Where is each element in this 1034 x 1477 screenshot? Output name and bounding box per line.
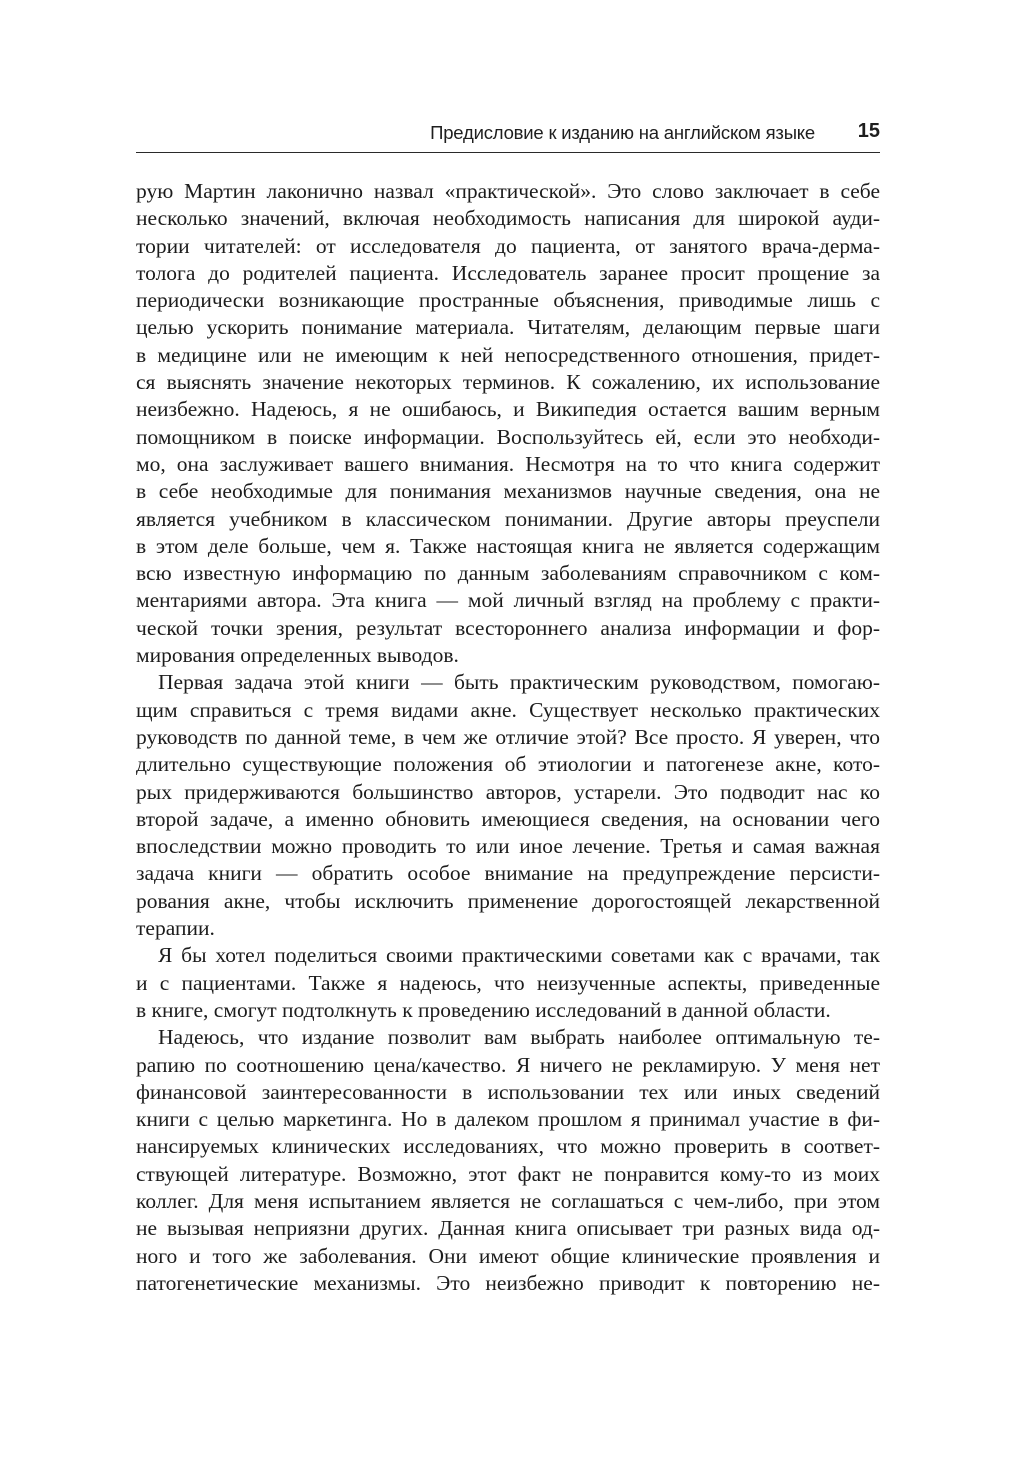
text-line: Я бы хотел поделиться своими практическими советами как с врачами, так (158, 943, 880, 968)
text-line: мирования определенных выводов. (136, 643, 459, 668)
text-line: рых придерживаются большинство авторов, устарели. Это подводит нас ко (136, 779, 880, 804)
text-line: является учебником в классическом понимании. Другие авторы преуспели (136, 506, 880, 531)
text-line: финансовой заинтересованности в использовании тех или иных сведений (136, 1079, 880, 1104)
text-line: терапии. (136, 916, 215, 941)
text-line: Надеюсь, что издание позволит вам выбрать наиболее оптимальную те- (158, 1025, 880, 1050)
text-line: длительно существующие положения об этиологии и патогенезе акне, кото- (136, 752, 880, 777)
text-line: рапию по соотношению цена/качество. Я ничего не рекламирую. У меня нет (136, 1052, 880, 1077)
text-line: щим справиться с тремя видами акне. Существует несколько практических (136, 697, 880, 722)
header-rule (136, 152, 880, 153)
text-line: ного и того же заболевания. Они имеют общие клинические проявления и (136, 1243, 880, 1268)
running-title: Предисловие к изданию на английском языке (430, 122, 815, 143)
text-line: тории читателей: от исследователя до пациента, от занятого врача-дерма- (136, 233, 880, 258)
text-line: целью ускорить понимание материала. Читателям, делающим первые шаги (136, 315, 880, 340)
paragraph (136, 178, 880, 669)
text-line: рую Мартин лаконично назвал «практической». Это слово заключает в себе (136, 179, 880, 203)
text-line: в этом деле больше, чем я. Также настоящая книга не является содержащим (136, 533, 880, 558)
text-line: ментариями автора. Эта книга — мой личный взгляд на проблему с практи- (136, 588, 880, 613)
body-text (136, 178, 880, 1297)
text-line: ствующей литературе. Возможно, этот факт не понравится кому-то из моих (136, 1161, 880, 1186)
paragraph (136, 1024, 880, 1297)
text-line: всю известную информацию по данным заболеваниям справочником с ком- (136, 561, 880, 586)
text-line: ческой точки зрения, результат всестороннего анализа информации и фор- (136, 615, 880, 640)
text-line: впоследствии можно проводить то или иное лечение. Третья и самая важная (136, 834, 880, 859)
text-line: второй задаче, а именно обновить имеющиеся сведения, на основании чего (136, 806, 880, 831)
text-line: в медицине или не имеющим к ней непосредственного отношения, придет- (136, 342, 880, 367)
text-line: коллег. Для меня испытанием является не соглашаться с чем-либо, при этом (136, 1188, 880, 1213)
text-line: задача книги — обратить особое внимание на предупреждение персисти- (136, 861, 880, 886)
text-line: помощником в поиске информации. Воспользуйтесь ей, если это необходи- (136, 424, 880, 449)
page-number: 15 (857, 120, 880, 142)
text-line: в книге, смогут подтолкнуть к проведению исследований в данной области. (136, 997, 831, 1022)
text-line: ся выяснять значение некоторых терминов. К сожалению, их использование (136, 370, 880, 395)
text-line: толога до родителей пациента. Исследователь заранее просит прощение за (136, 260, 880, 285)
text-line: неизбежно. Надеюсь, я не ошибаюсь, и Википедия остается вашим верным (136, 397, 880, 422)
paragraph (136, 942, 880, 1024)
text-line: не вызывая неприязни других. Данная книга описывает три разных вида од- (136, 1216, 880, 1241)
text-line: Первая задача этой книги — быть практическим руководством, помогаю- (158, 670, 880, 695)
paragraph (136, 669, 880, 942)
text-line: рования акне, чтобы исключить применение дорогостоящей лекарственной (136, 888, 880, 913)
text-line: в себе необходимые для понимания механизмов научные сведения, она не (136, 479, 880, 504)
text-line: периодически возникающие пространные объяснения, приводимые лишь с (136, 288, 880, 313)
text-line: книги с целью маркетинга. Но в далеком прошлом я принимал участие в фи- (136, 1107, 880, 1132)
text-line: патогенетические механизмы. Это неизбежно приводит к повторению не- (136, 1270, 880, 1295)
running-header (136, 118, 880, 150)
text-line: мо, она заслуживает вашего внимания. Несмотря на то что книга содержит (136, 451, 880, 476)
text-line: нансируемых клинических исследованиях, что можно проверить в соответ- (136, 1134, 880, 1159)
text-line: руководств по данной теме, в чем же отличие этой? Все просто. Я уверен, что (136, 724, 880, 749)
text-line: несколько значений, включая необходимость написания для широкой ауди- (136, 206, 880, 231)
text-line: и с пациентами. Также я надеюсь, что неизученные аспекты, приведенные (136, 970, 880, 995)
